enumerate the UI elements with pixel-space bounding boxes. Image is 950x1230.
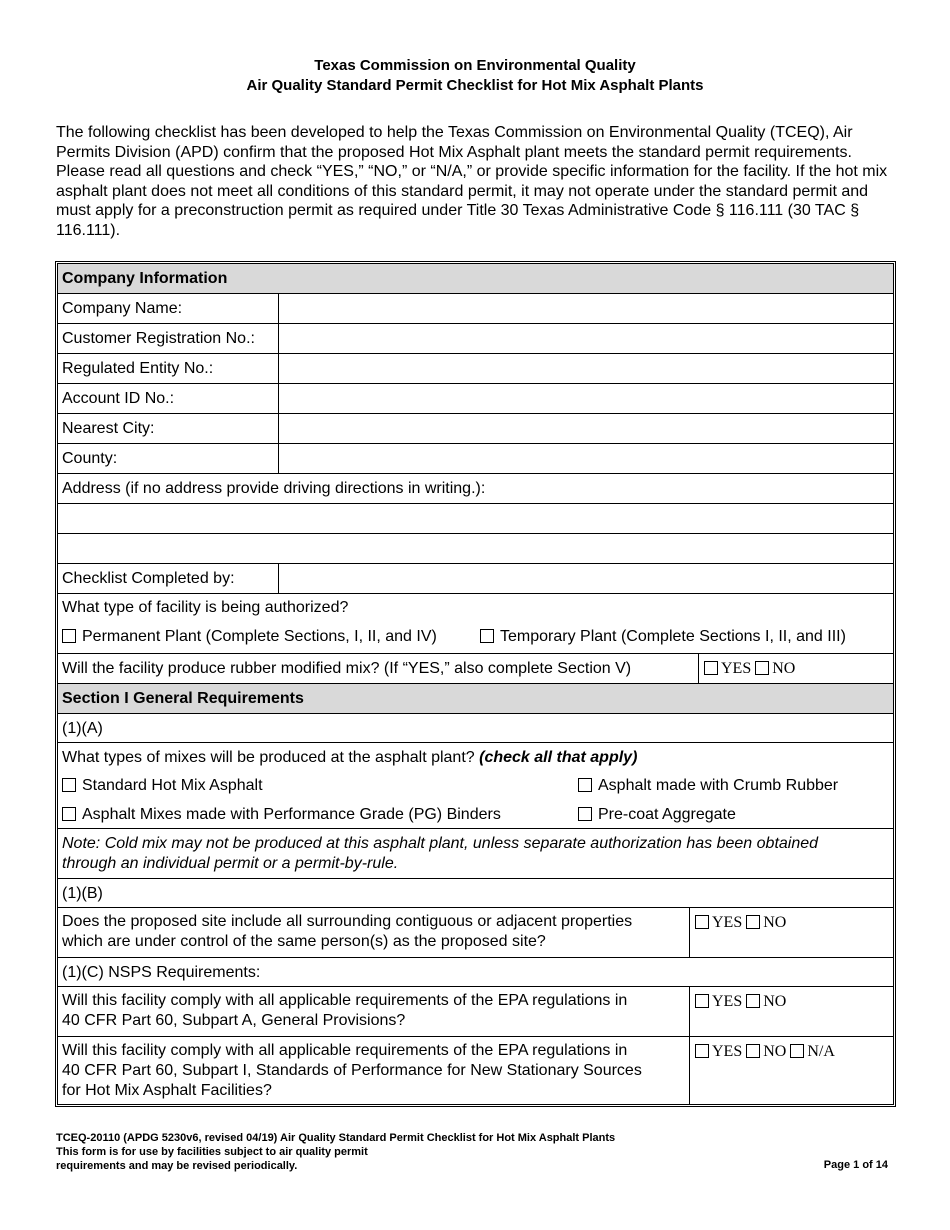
subpart-a-yes-checkbox[interactable]: [695, 994, 709, 1008]
nearest-city-label: Nearest City:: [62, 420, 155, 437]
subpart-a-question-line1: Will this facility comply with all applicable requirements of the EPA regulations in: [62, 992, 628, 1009]
cold-mix-note-row: [58, 829, 893, 879]
company-info-heading-row: [58, 264, 893, 294]
account-id-label: Account ID No.:: [62, 390, 175, 407]
subpart-i-question-line1: Will this facility comply with all applicable requirements of the EPA regulations in: [62, 1042, 628, 1059]
account-id-field[interactable]: [279, 384, 893, 413]
item-1c-label: (1)(C) NSPS Requirements:: [62, 964, 261, 981]
temporary-plant-option[interactable]: Temporary Plant (Complete Sections I, II, and III): [480, 627, 846, 647]
rubber-mix-row: [58, 654, 893, 684]
form-footer: [56, 1131, 615, 1173]
facility-type-row: [58, 594, 893, 654]
completed-by-label: Checklist Completed by:: [62, 570, 235, 587]
company-name-label: Company Name:: [62, 300, 183, 317]
crumb-rubber-checkbox[interactable]: [578, 778, 592, 792]
subpart-i-answer: YES NO N/A: [695, 1042, 835, 1062]
section1-heading: Section I General Requirements: [62, 690, 304, 707]
subpart-i-question-line2: 40 CFR Part 60, Subpart I, Standards of Performance for New Stationary Sources: [62, 1062, 642, 1079]
customer-reg-row: [58, 324, 893, 354]
county-label: County:: [62, 450, 118, 467]
intro-paragraph: The following checklist has been developed to help the Texas Commission on Environmental Quality (TCEQ), Air Permits Division (APD) confirm that the proposed Hot Mix Asphalt plant meets the standard permit requirements. Please read all questions and check “YES,” “NO,” or “N/A,” or provide specific information for the facility. If the hot mix asphalt plant does not meet all conditions of this standard permit, it may not operate under the standard permit and must apply for a preconstruction permit as required under Title 30 Texas Administrative Code § 116.111 (30 TAC § 116.111).: [56, 124, 888, 239]
company-info-heading: Company Information: [62, 270, 228, 287]
temporary-plant-checkbox[interactable]: [480, 629, 494, 643]
contiguous-question-line1: Does the proposed site include all surrounding contiguous or adjacent properties: [62, 913, 633, 930]
pg-binders-checkbox[interactable]: [62, 807, 76, 821]
company-name-field[interactable]: [279, 294, 893, 323]
customer-reg-label: Customer Registration No.:: [62, 330, 255, 347]
footer-form-id: TCEQ-20110 (APDG 5230v6, revised 04/19) Air Quality Standard Permit Checklist for Hot Mix Asphalt Plants: [56, 1132, 616, 1144]
precoat-checkbox[interactable]: [578, 807, 592, 821]
completed-by-row: [58, 564, 893, 594]
account-id-row: [58, 384, 893, 414]
nearest-city-row: [58, 414, 893, 444]
subpart-i-no-checkbox[interactable]: [746, 1044, 760, 1058]
rubber-yes-checkbox[interactable]: [704, 661, 718, 675]
item-1b-row: [58, 879, 893, 908]
regulated-entity-row: [58, 354, 893, 384]
standard-hot-mix-option[interactable]: Standard Hot Mix Asphalt: [62, 776, 263, 796]
subpart-a-row: [58, 987, 893, 1037]
footer-use-note-2: requirements and may be revised periodically.: [56, 1160, 298, 1172]
contiguous-row: [58, 908, 893, 958]
address-label-row: [58, 474, 893, 504]
rubber-mix-answer: YES NO: [704, 659, 795, 679]
subpart-a-question-line2: 40 CFR Part 60, Subpart A, General Provisions?: [62, 1012, 406, 1029]
address-field-1[interactable]: [58, 504, 893, 534]
footer-use-note-1: This form is for use by facilities subject to air quality permit: [56, 1146, 368, 1158]
standard-hot-mix-checkbox[interactable]: [62, 778, 76, 792]
section1-heading-row: [58, 684, 893, 714]
facility-type-question: What type of facility is being authorized?: [62, 599, 349, 616]
regulated-entity-label: Regulated Entity No.:: [62, 360, 214, 377]
contiguous-question-line2: which are under control of the same person(s) as the proposed site?: [62, 933, 546, 950]
company-name-row: [58, 294, 893, 324]
mix-types-row: [58, 743, 893, 829]
mix-types-question: What types of mixes will be produced at the asphalt plant? (check all that apply): [62, 749, 638, 766]
subpart-i-question-line3: for Hot Mix Asphalt Facilities?: [62, 1082, 272, 1099]
customer-reg-field[interactable]: [279, 324, 893, 353]
form-header: [0, 56, 950, 96]
address-field-2[interactable]: [58, 534, 893, 564]
contiguous-no-checkbox[interactable]: [746, 915, 760, 929]
subpart-i-na-checkbox[interactable]: [790, 1044, 804, 1058]
cold-mix-note-line2: through an individual permit or a permit-by-rule.: [62, 855, 399, 872]
page-number: Page 1 of 14: [823, 1159, 888, 1171]
precoat-option[interactable]: Pre-coat Aggregate: [578, 805, 736, 825]
crumb-rubber-option[interactable]: Asphalt made with Crumb Rubber: [578, 776, 838, 796]
subpart-a-no-checkbox[interactable]: [746, 994, 760, 1008]
permanent-plant-checkbox[interactable]: [62, 629, 76, 643]
contiguous-yes-checkbox[interactable]: [695, 915, 709, 929]
rubber-mix-question: Will the facility produce rubber modified mix? (If “YES,” also complete Section V): [62, 660, 632, 677]
item-1b-label: (1)(B): [62, 885, 103, 902]
rubber-no-checkbox[interactable]: [755, 661, 769, 675]
pg-binders-option[interactable]: Asphalt Mixes made with Performance Grade (PG) Binders: [62, 805, 501, 825]
county-row: [58, 444, 893, 474]
permanent-plant-option[interactable]: Permanent Plant (Complete Sections, I, II, and IV): [62, 627, 437, 647]
address-label: Address (if no address provide driving directions in writing.):: [62, 480, 486, 497]
contiguous-answer: YES NO: [695, 913, 786, 933]
regulated-entity-field[interactable]: [279, 354, 893, 383]
subpart-i-yes-checkbox[interactable]: [695, 1044, 709, 1058]
completed-by-field[interactable]: [279, 564, 893, 593]
nearest-city-field[interactable]: [279, 414, 893, 443]
agency-title: Texas Commission on Environmental Quality: [314, 57, 636, 74]
cold-mix-note-line1: Note: Cold mix may not be produced at this asphalt plant, unless separate authorization has been obtained: [62, 835, 819, 852]
checklist-table: [55, 261, 896, 1107]
county-field[interactable]: [279, 444, 893, 473]
item-1a-label: (1)(A): [62, 720, 103, 737]
item-1a-row: [58, 714, 893, 743]
subpart-a-answer: YES NO: [695, 992, 786, 1012]
form-title: Air Quality Standard Permit Checklist for Hot Mix Asphalt Plants: [246, 77, 704, 94]
subpart-i-row: [58, 1037, 893, 1104]
item-1c-row: [58, 958, 893, 987]
